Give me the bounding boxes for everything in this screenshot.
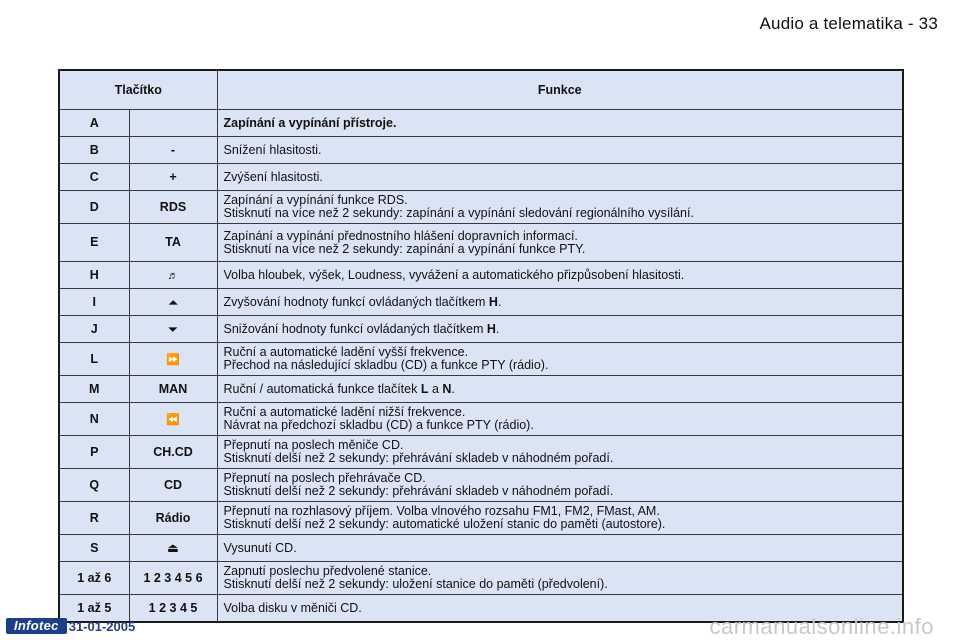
description-line-2: Stisknutí na více než 2 sekundy: zapínání a vypínání sledování regionálního vysílání. <box>223 206 694 220</box>
description-line-1 <box>224 171 897 184</box>
table-row <box>59 376 903 403</box>
table-row <box>59 289 903 316</box>
description-line-2: Stisknutí delší než 2 sekundy: automatické uložení stanic do paměti (autostore). <box>223 517 666 531</box>
description-text: Ruční a automatické ladění vyšší frekvence. <box>223 345 469 359</box>
table-row <box>59 469 903 502</box>
row-description <box>217 262 903 289</box>
row-key: I <box>59 289 129 316</box>
music-note-icon: ♬ <box>167 269 179 282</box>
arrow-up-icon: ⏶ <box>168 296 178 309</box>
row-description <box>217 110 903 137</box>
button-label: MAN <box>158 381 188 396</box>
description-line-1 <box>224 230 897 243</box>
row-button-label <box>129 164 217 191</box>
row-button-label <box>129 110 217 137</box>
header-function: Funkce <box>217 70 903 110</box>
row-button-label <box>129 289 217 316</box>
row-key: R <box>59 502 129 535</box>
description-text: Zapínání a vypínání přednostního hlášení dopravních informací. <box>223 228 578 243</box>
description-text: Zapínání a vypínání přístroje. <box>223 115 397 130</box>
row-button-label <box>129 535 217 562</box>
row-description <box>217 403 903 436</box>
table-row <box>59 137 903 164</box>
header-key: Tlačítko <box>59 70 217 110</box>
row-description <box>217 191 903 224</box>
description-text: Přepnutí na rozhlasový příjem. Volba vlnového rozsahu FM1, FM2, FMast, AM. <box>223 504 660 518</box>
description-line-1 <box>224 542 897 555</box>
row-button-label <box>129 191 217 224</box>
row-key: Q <box>59 469 129 502</box>
row-description <box>217 562 903 595</box>
row-key: C <box>59 164 129 191</box>
table-row <box>59 191 903 224</box>
row-key: 1 až 5 <box>59 595 129 623</box>
row-button-label <box>129 137 217 164</box>
description-line-1 <box>224 117 897 130</box>
footer <box>6 618 135 634</box>
description-suffix: . <box>497 294 502 309</box>
button-label: + <box>169 169 177 184</box>
row-button-label <box>129 376 217 403</box>
description-bold-ref: H <box>488 294 498 309</box>
description-text: Snižování hodnoty funkcí ovládaných tlačítkem <box>223 321 487 336</box>
row-description <box>217 164 903 191</box>
table-header-row <box>59 70 903 110</box>
watermark: carmanualsonline.info <box>709 614 934 639</box>
description-text: Přepnutí na poslech měniče CD. <box>223 438 404 452</box>
row-description <box>217 289 903 316</box>
fast-forward-icon: ⏩ <box>166 353 180 366</box>
row-key: A <box>59 110 129 137</box>
description-mid: a <box>428 381 443 396</box>
controls-table <box>58 69 904 623</box>
description-line-2: Stisknutí delší než 2 sekundy: uložení stanice do paměti (předvolení). <box>223 577 608 591</box>
description-text: Zvyšování hodnoty funkcí ovládaných tlačítkem <box>223 294 489 309</box>
table-row <box>59 436 903 469</box>
description-text: Snížení hlasitosti. <box>223 142 322 157</box>
description-line-1 <box>224 296 897 309</box>
description-line-1 <box>224 323 897 336</box>
description-text: Vysunutí CD. <box>223 540 297 555</box>
row-button-label <box>129 502 217 535</box>
row-button-label <box>129 595 217 623</box>
row-key: S <box>59 535 129 562</box>
page-title: Audio a telematika - 33 <box>759 14 938 33</box>
description-text: Zapínání a vypínání funkce RDS. <box>223 193 408 207</box>
description-suffix: . <box>495 321 500 336</box>
button-label: 1 2 3 4 5 6 <box>143 570 203 585</box>
description-line-2: Stisknutí delší než 2 sekundy: přehrávání skladeb v náhodném pořadí. <box>223 484 614 498</box>
description-line-2: Stisknutí na více než 2 sekundy: zapínání a vypínání funkce PTY. <box>223 241 586 256</box>
description-text: Volba hloubek, výšek, Loudness, vyvážení a automatického přizpůsobení hlasitosti. <box>223 267 685 282</box>
row-button-label <box>129 562 217 595</box>
row-button-label <box>129 469 217 502</box>
row-key: L <box>59 343 129 376</box>
description-line-2: Návrat na předchozí skladbu (CD) a funkce PTY (rádio). <box>223 418 534 432</box>
description-line-1 <box>224 602 897 615</box>
row-description <box>217 224 903 262</box>
table-row <box>59 535 903 562</box>
table-row <box>59 164 903 191</box>
row-description <box>217 436 903 469</box>
description-text: Volba disku v měniči CD. <box>223 600 362 615</box>
table-row <box>59 502 903 535</box>
button-label: Rádio <box>155 510 191 525</box>
row-description <box>217 535 903 562</box>
row-key: E <box>59 224 129 262</box>
row-button-label <box>129 316 217 343</box>
table-row <box>59 316 903 343</box>
row-button-label <box>129 436 217 469</box>
row-description <box>217 502 903 535</box>
description-bold-ref: L <box>420 381 429 396</box>
infotec-logo: Infotec <box>6 618 67 634</box>
row-button-label <box>129 262 217 289</box>
row-description <box>217 343 903 376</box>
table-row <box>59 224 903 262</box>
table-row <box>59 262 903 289</box>
button-label: CD <box>163 477 183 492</box>
table-row <box>59 403 903 436</box>
button-label: RDS <box>159 199 187 214</box>
row-key: M <box>59 376 129 403</box>
row-key: N <box>59 403 129 436</box>
row-button-label <box>129 343 217 376</box>
arrow-down-icon: ⏷ <box>168 323 178 336</box>
row-button-label <box>129 224 217 262</box>
description-suffix: . <box>451 381 455 396</box>
row-description <box>217 376 903 403</box>
description-bold-ref: H <box>486 321 496 336</box>
table-row <box>59 110 903 137</box>
description-text: Přepnutí na poslech přehrávače CD. <box>223 471 426 485</box>
description-bold-ref: N <box>442 381 452 396</box>
row-key: P <box>59 436 129 469</box>
button-label: - <box>170 142 176 157</box>
row-key: B <box>59 137 129 164</box>
description-line-2: Přechod na následující skladbu (CD) a funkce PTY (rádio). <box>223 358 549 372</box>
footer-date: 31-01-2005 <box>68 618 136 634</box>
description-line-1 <box>224 144 897 157</box>
row-key: J <box>59 316 129 343</box>
button-label: TA <box>165 235 181 249</box>
table-row <box>59 343 903 376</box>
row-key: D <box>59 191 129 224</box>
row-button-label <box>129 403 217 436</box>
description-text: Zvýšení hlasitosti. <box>223 169 323 184</box>
row-description <box>217 469 903 502</box>
button-label: 1 2 3 4 5 <box>148 600 198 615</box>
table-row <box>59 562 903 595</box>
description-line-1 <box>224 269 897 282</box>
rewind-icon: ⏪ <box>166 413 180 426</box>
description-line-2: Stisknutí delší než 2 sekundy: přehrávání skladeb v náhodném pořadí. <box>223 451 614 465</box>
button-label: CH.CD <box>153 444 193 459</box>
description-text: Zapnutí poslechu předvolené stanice. <box>223 564 432 578</box>
row-key: 1 až 6 <box>59 562 129 595</box>
row-description <box>217 316 903 343</box>
description-text: Ruční / automatická funkce tlačítek <box>223 381 421 396</box>
row-key: H <box>59 262 129 289</box>
description-line-1 <box>224 383 897 396</box>
description-text: Ruční a automatické ladění nižší frekvence. <box>223 405 466 419</box>
button-label: ⏏ <box>167 540 179 555</box>
row-description <box>217 137 903 164</box>
